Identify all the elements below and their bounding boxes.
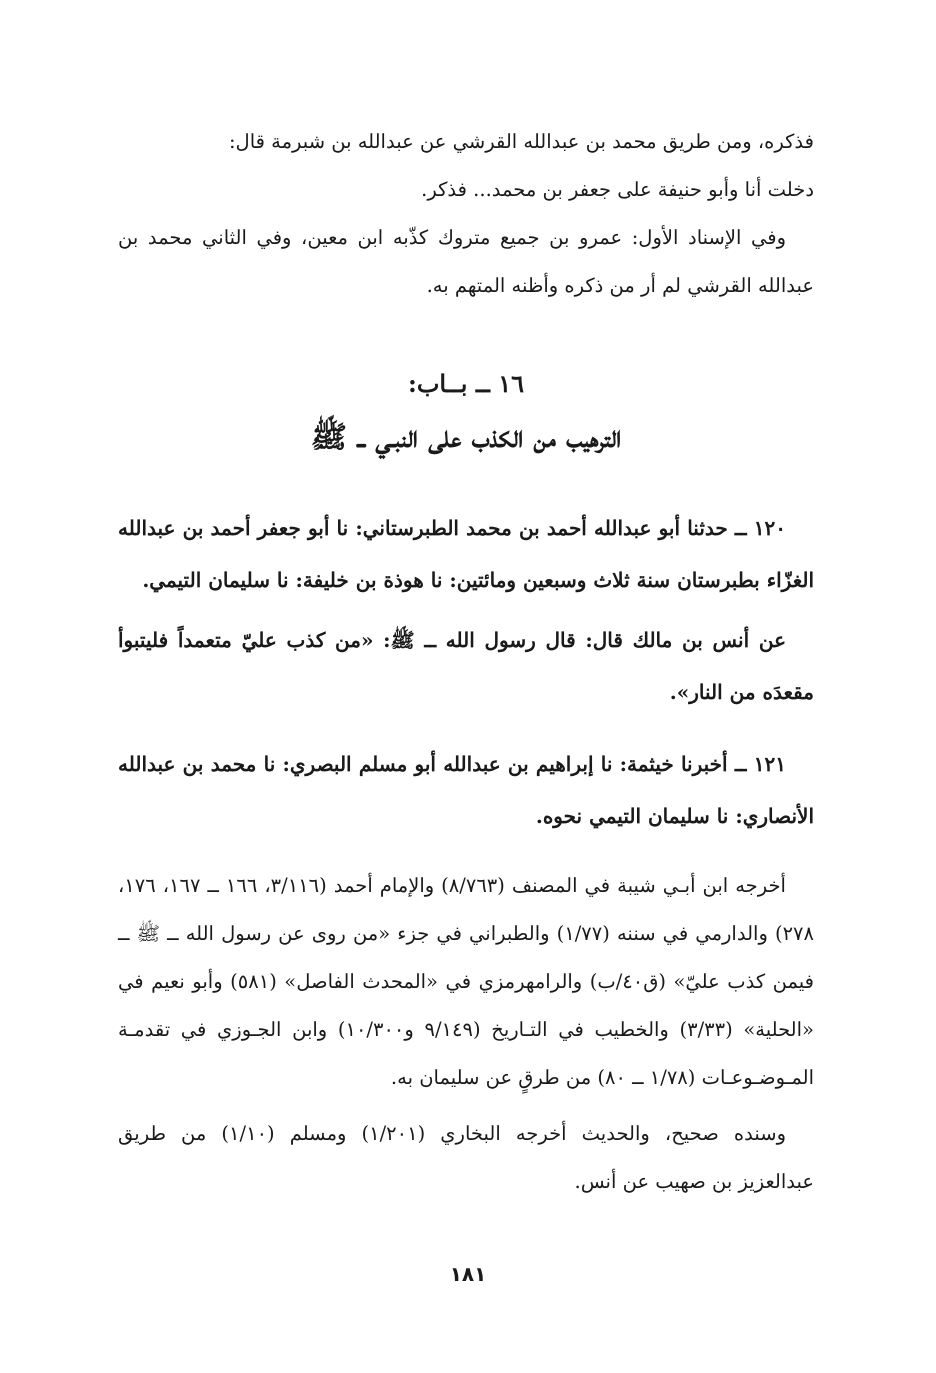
hadith-120-text: عن أنس بن مالك قال: قال رسول الله ــ ﷺ: «من كذب عليّ متعمداً فليتبوأ مقعدَه من النار».	[118, 628, 814, 704]
takhrij-paragraph-1: أخرجه ابن أبـي شيبة في المصنف (٨/٧٦٣) والإمام أحمد (٣/١١٦، ١٦٦ ــ ١٦٧، ١٧٦، ٢٧٨) والدارمي في سننه (١/٧٧) والطبراني في جزء «من روى عن رسول الله ــ ﷺ ــ فيمن كذب عليّ» (ق٤٠/ب) والرامهرمزي في «المحدث الفاصل» (٥٨١) وأبو نعيم في «الحلية» (٣/٣٣) والخطيب في التـاريخ (٩/١٤٩ و١٠/٣٠٠) وابن الجـوزي في تقدمـة المـوضـوعـات (١/٧٨ ــ ٨٠) من طرقٍ عن سليمان به.	[118, 874, 814, 1089]
intro-paragraph-1	[118, 118, 814, 214]
chapter-heading	[118, 364, 814, 466]
takhrij-paragraph-2: وسنده صحيح، والحديث أخرجه البخاري (١/٢٠١) ومسلم (١/١٠) من طريق عبدالعزيز بن صهيب عن أنس.	[118, 1122, 814, 1193]
hadith-121-chain: ١٢١ ــ أخبرنا خيثمة: نا إبراهيم بن عبدالله أبو مسلم البصري: نا محمد بن عبدالله الأنصاري: نا سليمان التيمي نحوه.	[118, 752, 814, 828]
intro-line-2: دخلت أنا وأبو حنيفة على جعفر بن محمد... فذكر.	[421, 178, 814, 201]
chapter-number: ١٦ ــ بــاب:	[407, 369, 525, 398]
book-page	[118, 118, 814, 1313]
hadith-120-chain: ١٢٠ ــ حدثنا أبو عبدالله أحمد بن محمد الطبرستاني: نا أبو جعفر أحمد بن عبدالله الغزّاء بطبرستان سنة ثلاث وسبعين ومائتين: نا هوذة بن خليفة: نا سليمان التيمي.	[118, 516, 814, 592]
intro-paragraph-2: وفي الإسناد الأول: عمرو بن جميع متروك كذّبه ابن معين، وفي الثاني محمد بن عبدالله القرشي لم أر من ذكره وأظنه المتهم به.	[118, 226, 814, 297]
intro-line-1: فذكره، ومن طريق محمد بن عبدالله القرشي عن عبدالله بن شبرمة قال:	[228, 130, 814, 153]
chapter-title: الترهيب من الكذب على النبـي ــ ﷺ	[310, 420, 622, 455]
page-number: ١٨١	[449, 1262, 487, 1286]
